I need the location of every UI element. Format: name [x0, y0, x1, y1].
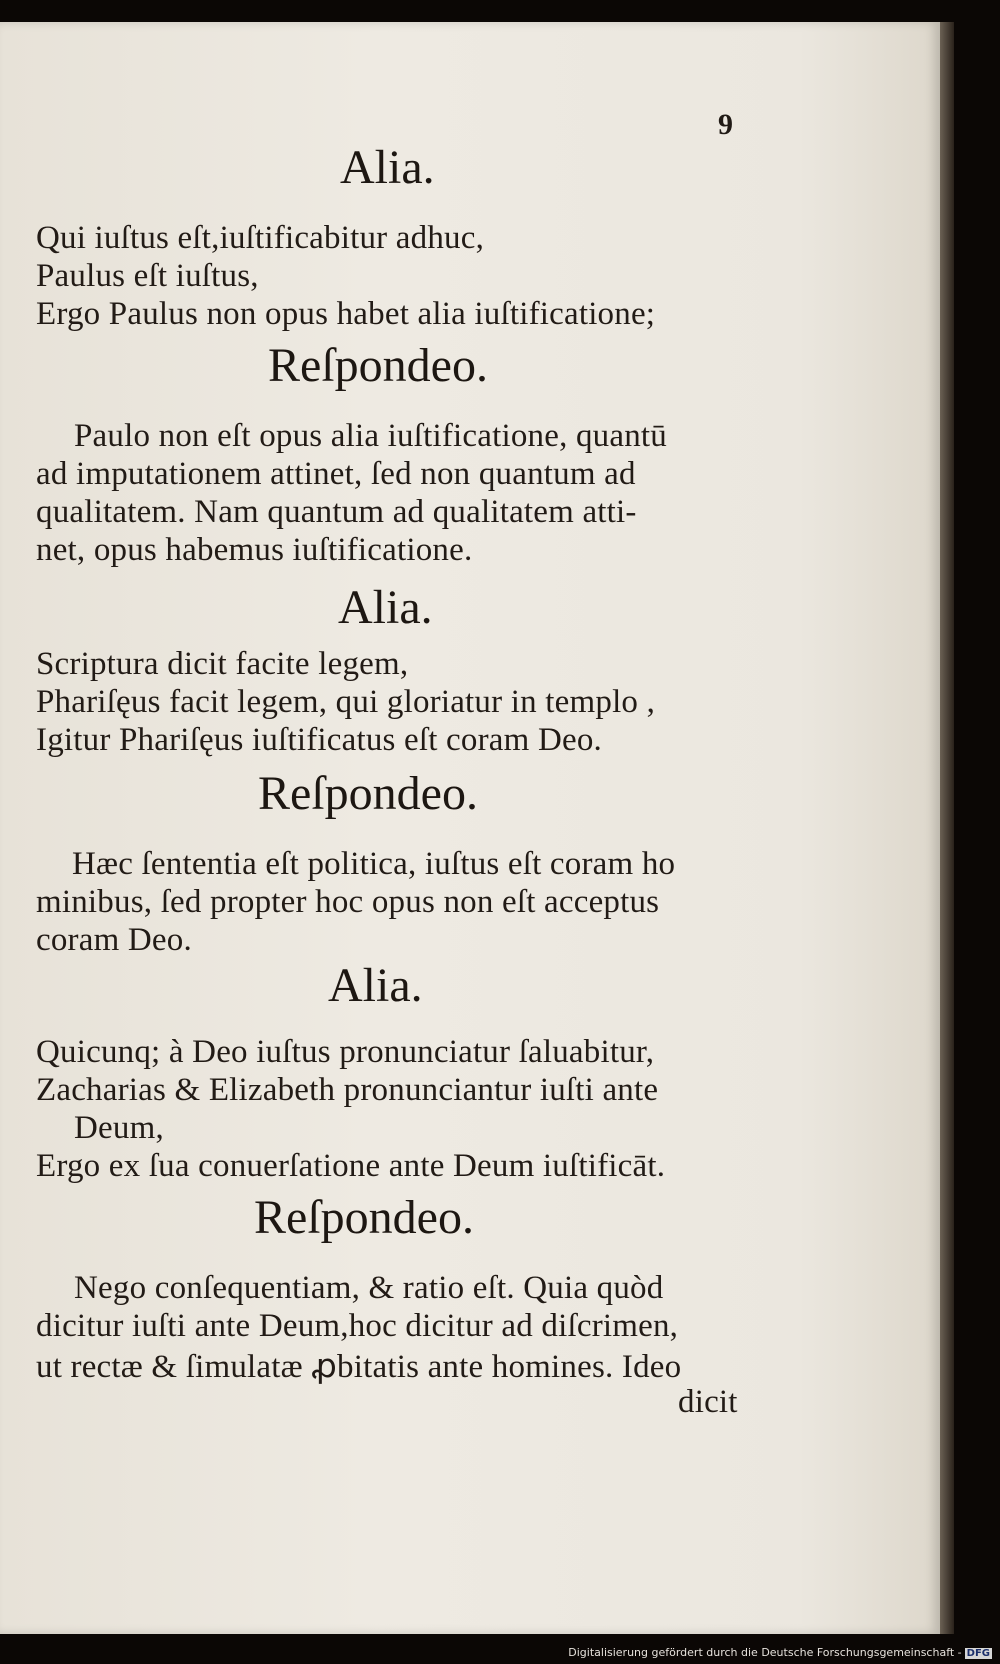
text-line: Phariſęus facit legem, qui gloriatur in templo ,	[36, 684, 656, 720]
page-edge	[940, 22, 954, 1634]
text-line: coram Deo.	[36, 922, 192, 958]
text-line: Ergo Paulus non opus habet alia iuſtificatione;	[36, 296, 656, 332]
text-line: qualitatem. Nam quantum ad qualitatem atti-	[36, 494, 637, 530]
section-heading: Reſpondeo.	[268, 339, 488, 392]
text-line: dicitur iuſti ante Deum,hoc dicitur ad diſcrimen,	[36, 1308, 679, 1344]
text-line: Deum,	[74, 1110, 164, 1146]
text-line: Paulo non eſt opus alia iuſtificatione, quantū	[74, 418, 668, 454]
text-line: ut rectæ & ſimulatæ ꝓbitatis ante homines. Ideo	[36, 1349, 682, 1385]
text-line: Paulus eſt iuſtus,	[36, 258, 259, 294]
text-line: ad imputationem attinet, ſed non quantum ad	[36, 456, 636, 492]
text-line: Scriptura dicit facite legem,	[36, 646, 409, 682]
text-line: Hæc ſententia eſt politica, iuſtus eſt coram ho	[72, 846, 676, 882]
text-line: net, opus habemus iuſtificatione.	[36, 532, 473, 568]
folio-number: 9	[718, 108, 733, 141]
text-line: Nego conſequentiam, & ratio eſt. Quia quòd	[74, 1270, 664, 1306]
credit-text: Digitalisierung gefördert durch die Deutsche Forschungsgemeinschaft -	[568, 1646, 962, 1659]
section-heading: Reſpondeo.	[258, 767, 478, 820]
section-heading: Alia.	[340, 141, 435, 194]
section-heading: Reſpondeo.	[254, 1191, 474, 1244]
dfg-logo: DFG	[966, 1648, 990, 1659]
text-line: Zacharias & Elizabeth pronunciantur iuſti ante	[36, 1072, 659, 1108]
text-line: minibus, ſed propter hoc opus non eſt acceptus	[36, 884, 660, 920]
section-heading: Alia.	[328, 959, 423, 1012]
text-line: Ergo ex ſua conuerſatione ante Deum iuſtificāt.	[36, 1148, 666, 1184]
text-line: Quicunq; à Deo iuſtus pronunciatur ſaluabitur,	[36, 1034, 655, 1070]
digitization-credit	[568, 1646, 992, 1659]
text-line: Qui iuſtus eſt,iuſtificabitur adhuc,	[36, 220, 485, 256]
text-line: Igitur Phariſęus iuſtificatus eſt coram Deo.	[36, 722, 602, 758]
section-heading: Alia.	[338, 581, 433, 634]
catchword: dicit	[678, 1384, 738, 1420]
